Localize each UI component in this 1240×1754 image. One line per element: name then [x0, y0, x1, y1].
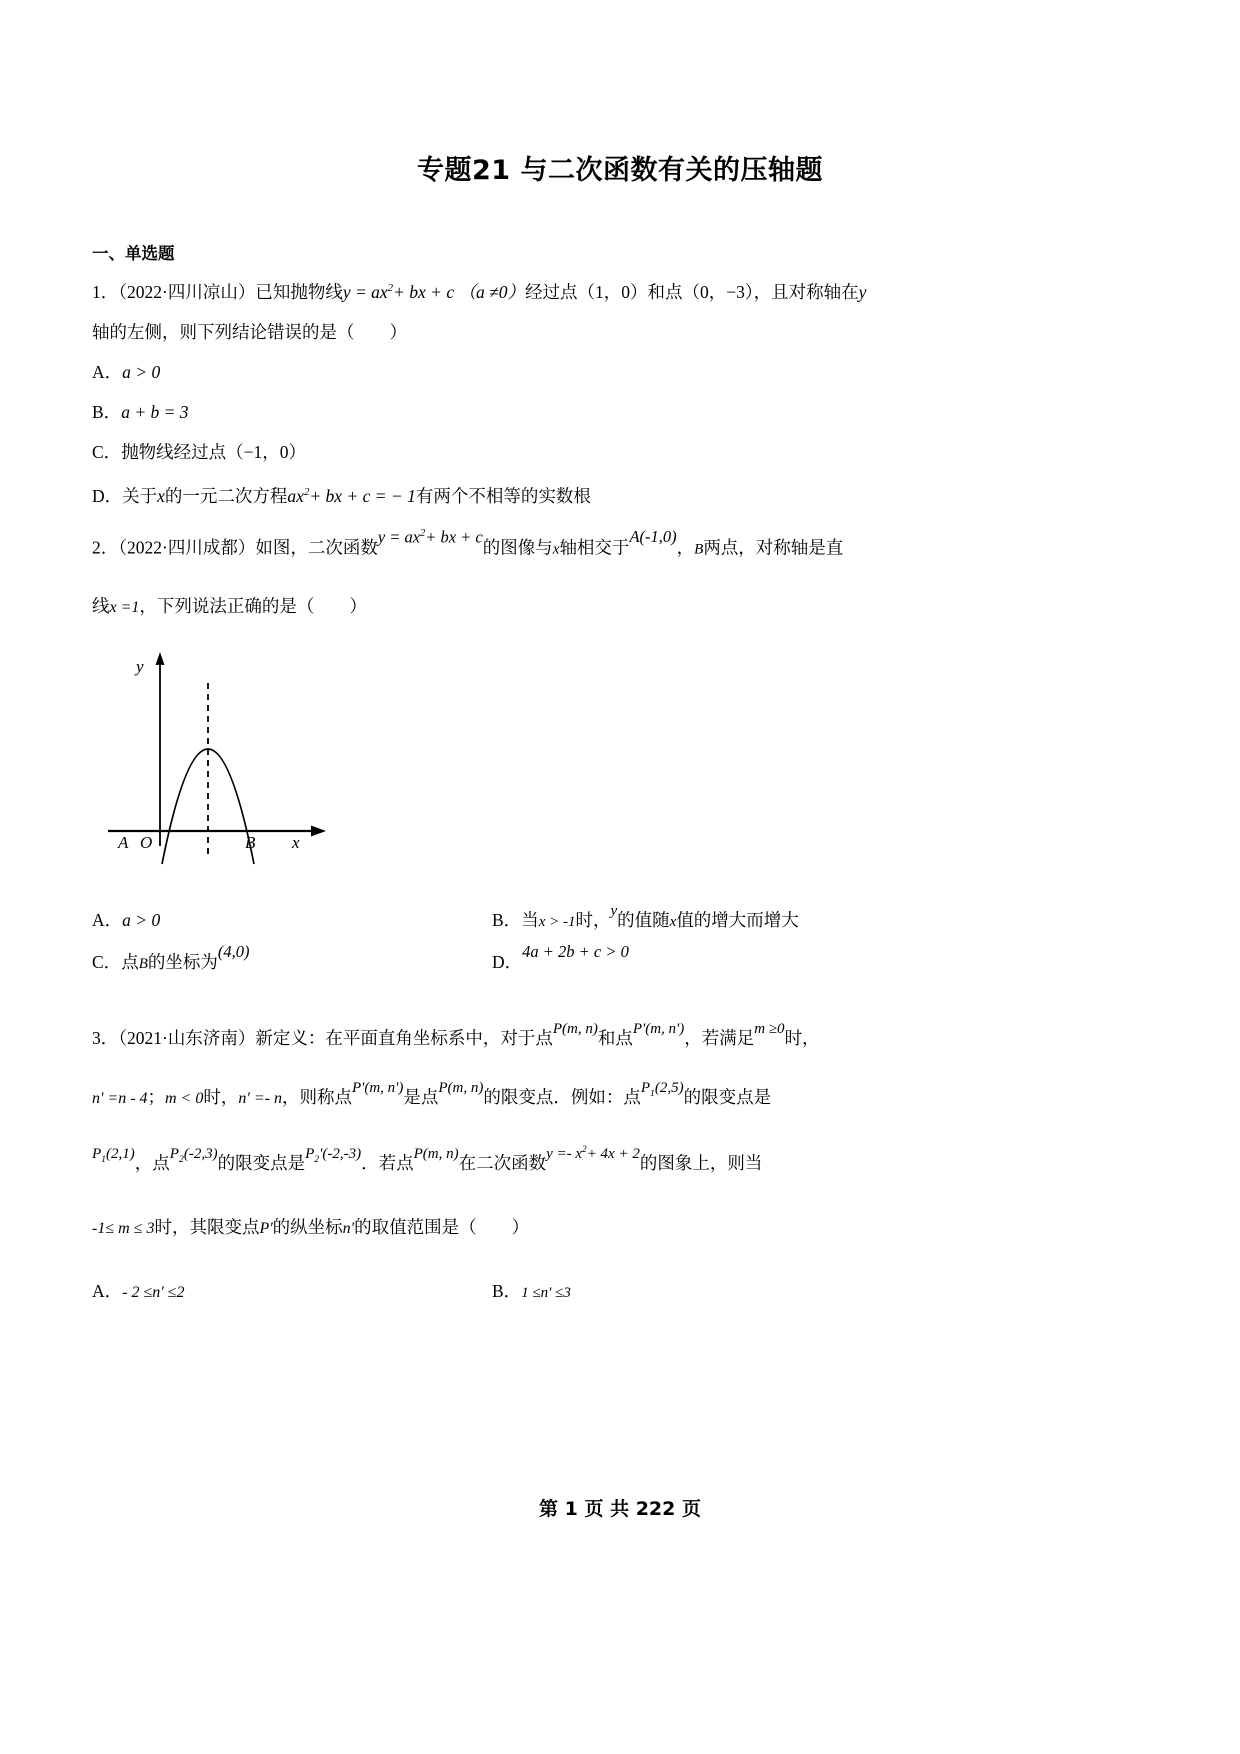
q2-option-c-coord: (4,0) — [217, 942, 250, 962]
y-axis-arrow — [156, 652, 165, 665]
label-B: B — [245, 833, 256, 853]
q1-option-d-suffix: 有两个不相等的实数根 — [415, 485, 591, 506]
q2-number: 2． — [92, 537, 119, 558]
q1-option-c[interactable] — [92, 432, 1148, 472]
parabola-figure — [100, 646, 1148, 886]
q1-option-a-text: a > 0 — [122, 361, 161, 382]
q2-option-a[interactable] — [92, 900, 492, 940]
q3-source: （2021·山东济南） — [118, 1028, 256, 1049]
q1-source: （2022·四川凉山） — [118, 281, 256, 302]
q2-formula-main: y = ax — [377, 527, 421, 547]
q3-l3-function — [546, 1122, 640, 1183]
q3-l1c: ，若满足 — [684, 1028, 755, 1049]
q1-option-b-text: a + b = 3 — [121, 401, 189, 422]
q1-option-d-expr2: + bx + c = − 1 — [309, 485, 416, 506]
q3-l3-fn-rest: + 4x + 2 — [586, 1146, 640, 1163]
q2-line2-b: ，下列说法正确的是（ ） — [139, 596, 367, 617]
x-axis-arrow — [311, 826, 326, 837]
q3-l3-p2p-sub: 2 — [314, 1154, 320, 1166]
q1-option-b-label: B． — [92, 401, 122, 422]
q3-option-a-label: A． — [92, 1281, 123, 1302]
q3-l3-p2p — [305, 1126, 361, 1188]
q3-l3-p2-coord: (-2,3) — [183, 1146, 218, 1163]
label-A: A — [118, 833, 129, 853]
q3-option-a-text: - 2 ≤n' ≤2 — [122, 1284, 185, 1302]
q2-point-b: B — [694, 541, 704, 558]
q3-option-a[interactable] — [92, 1271, 492, 1313]
q3-l3-p2-sub: 2 — [178, 1154, 184, 1166]
q3-l1d: 时， — [784, 1028, 820, 1049]
q1-option-a[interactable] — [92, 352, 1148, 392]
q3-l2b: ； — [147, 1087, 166, 1108]
q2-formula-exponent: 2 — [420, 527, 426, 539]
q1-option-a-label: A． — [92, 361, 123, 382]
q3-l2-p1-sub: 1 — [650, 1088, 655, 1100]
q1-stem-a: 已知抛物线 — [255, 281, 343, 302]
q1-stem-b: 经过点（1，0）和点（0，−3），且对称轴在 — [524, 281, 859, 302]
q3-l4d: 的取值范围是（ ） — [354, 1217, 530, 1238]
q3-l3-p1-letter: P — [92, 1146, 102, 1163]
question-1-stem-line1 — [92, 268, 1148, 312]
q2-option-b-pre: 当 — [521, 910, 539, 931]
label-O: O — [140, 833, 153, 853]
q3-point-p-prime: P'(m, n') — [632, 1021, 685, 1038]
q3-l2h: 的限变点．例如：点 — [483, 1087, 641, 1108]
q3-l2c: m < 0 — [165, 1090, 204, 1108]
q1-stem-var: y — [858, 281, 867, 302]
q3-l3-p1-coord: (2,1) — [106, 1146, 135, 1163]
q3-option-b-label: B． — [492, 1281, 522, 1302]
q1-option-d-exponent: 2 — [303, 485, 310, 498]
q2-comma: ， — [676, 537, 695, 558]
q3-l4-n: n' — [342, 1220, 355, 1238]
q3-l2f: ，则称点 — [281, 1087, 352, 1108]
question-3 — [92, 1010, 1148, 1313]
q2-point-a: A(-1,0) — [629, 527, 677, 547]
q1-formula-rest: + bx + c — [393, 281, 455, 302]
page-footer: 第 1 页 共 222 页 — [539, 1498, 701, 1520]
q3-l4c: 的纵坐标 — [272, 1217, 343, 1238]
q2-option-b-v2: y — [610, 903, 618, 920]
q3-l4-range: -1≤ m ≤ 3 — [92, 1220, 155, 1238]
q3-l3-point-p: P(m, n) — [413, 1146, 459, 1163]
q3-l2g: 是点 — [403, 1087, 439, 1108]
parabola-graph-svg — [100, 646, 360, 881]
q2-option-d[interactable] — [492, 942, 1148, 983]
q3-number: 3． — [92, 1028, 119, 1049]
q3-option-b-text: 1 ≤n' ≤3 — [521, 1285, 571, 1302]
question-2 — [92, 516, 1148, 985]
q2-stem-c: 轴相交于 — [559, 537, 630, 558]
q1-option-b[interactable] — [92, 392, 1148, 432]
q2-axis-equation: x =1 — [109, 599, 140, 617]
q3-l3-p2p-letter: P — [305, 1146, 315, 1163]
q3-l2-pp: P'(m, n') — [351, 1080, 404, 1097]
q3-l3a: ，点 — [134, 1153, 170, 1174]
q1-formula-exponent: 2 — [387, 282, 394, 294]
q3-l3-p1 — [92, 1126, 135, 1188]
q2-option-c-point: B — [138, 956, 148, 973]
q2-option-a-label: A． — [92, 910, 123, 931]
q2-option-c-pre: 点 — [121, 952, 139, 973]
q3-l3d: 在二次函数 — [458, 1153, 547, 1174]
q1-option-d-expr: ax — [287, 485, 304, 506]
q2-stem-d: 两点，对称轴是直 — [703, 537, 844, 558]
q3-l2-p1-coord: (2,5) — [654, 1080, 684, 1097]
q3-point-p: P(m, n) — [552, 1021, 598, 1038]
question-3-line1 — [92, 1010, 1148, 1069]
q1-option-d-var: x — [157, 485, 165, 506]
q3-l3-p2 — [170, 1126, 218, 1188]
q2-stem-b: 的图像与 — [482, 537, 553, 558]
q2-option-d-label: D． — [492, 952, 523, 973]
page-title: 专题21 与二次函数有关的压轴题 — [417, 155, 823, 186]
q2-formula-rest: + bx + c — [425, 527, 483, 547]
q1-option-c-text: 抛物线经过点（−1，0） — [121, 441, 307, 462]
q1-option-d-mid: 的一元二次方程 — [164, 485, 288, 506]
q3-l3-p1-sub: 1 — [101, 1154, 107, 1166]
section-heading: 一、单选题 — [92, 244, 175, 263]
q3-l4-pp: P' — [259, 1220, 273, 1238]
q3-l1b: 和点 — [597, 1028, 633, 1049]
q3-l2e: n' =- n — [238, 1090, 282, 1108]
q2-formula — [378, 505, 483, 566]
q3-l2-p1 — [641, 1060, 684, 1122]
q2-option-c-label: C． — [92, 952, 122, 973]
q3-l3e: 的图象上，则当 — [639, 1153, 763, 1174]
q2-option-c[interactable] — [92, 942, 492, 984]
question-3-line4 — [92, 1199, 1148, 1257]
question-1 — [92, 268, 1148, 516]
q2-option-b-mid: 时， — [575, 910, 611, 931]
q1-option-d[interactable] — [92, 472, 1148, 516]
q2-stem-a: 如图，二次函数 — [255, 537, 378, 558]
q3-l3c: ．若点 — [361, 1153, 414, 1174]
q3-l3-fn-exp: 2 — [582, 1145, 587, 1156]
q1-option-d-label: D． — [92, 485, 123, 506]
q2-option-row-2 — [92, 942, 1148, 984]
q2-option-b-v3: x — [669, 914, 677, 931]
q3-condition-m: m ≥0 — [754, 1021, 785, 1038]
q2-option-b-label: B． — [492, 910, 522, 931]
q1-option-d-prefix: 关于 — [122, 485, 158, 506]
q1-condition: （a ≠0） — [458, 281, 525, 302]
q2-line2-a: 线 — [92, 596, 110, 617]
q3-l3-fn-main: y =- x — [546, 1146, 583, 1163]
q3-l1a: 新定义：在平面直角坐标系中，对于点 — [255, 1028, 553, 1049]
q2-axis-var: x — [552, 541, 560, 558]
q2-option-a-text: a > 0 — [122, 910, 161, 931]
q3-l3-p2p-coord: '(-2,-3) — [319, 1146, 362, 1163]
label-y: y — [136, 657, 144, 677]
q2-option-b-mid2: 的值随 — [617, 910, 670, 931]
question-2-stem-line2 — [92, 578, 1148, 636]
q1-option-c-label: C． — [92, 441, 122, 462]
q1-number: 1． — [92, 281, 119, 302]
q3-option-b[interactable] — [492, 1271, 1148, 1313]
q2-source: （2022·四川成都） — [118, 537, 256, 558]
q3-l4b: 时，其限变点 — [154, 1217, 260, 1238]
q3-l2-p1-letter: P — [640, 1080, 651, 1097]
question-1-stem-line2: 轴的左侧，则下列结论错误的是（ ） — [92, 321, 407, 342]
q1-formula: y = ax — [342, 281, 388, 302]
q3-l2i: 的限变点是 — [683, 1087, 772, 1108]
question-2-stem-line1 — [92, 516, 1148, 579]
q3-l2-p: P(m, n) — [438, 1080, 484, 1097]
label-x: x — [292, 833, 300, 853]
q2-option-b-v1: x > -1 — [538, 914, 576, 931]
q2-option-d-text: 4a + 2b + c > 0 — [522, 942, 629, 962]
q3-l3-p2-letter: P — [169, 1146, 179, 1163]
q3-l2d: 时， — [203, 1087, 239, 1108]
q2-option-c-mid: 的坐标为 — [147, 952, 218, 973]
q3-l3b: 的限变点是 — [217, 1153, 306, 1174]
q3-option-row-1 — [92, 1271, 1148, 1313]
question-3-line3 — [92, 1133, 1148, 1199]
q2-option-b-post: 值的增大而增大 — [676, 910, 799, 931]
q3-l2a: n' =n - 4 — [92, 1090, 148, 1108]
